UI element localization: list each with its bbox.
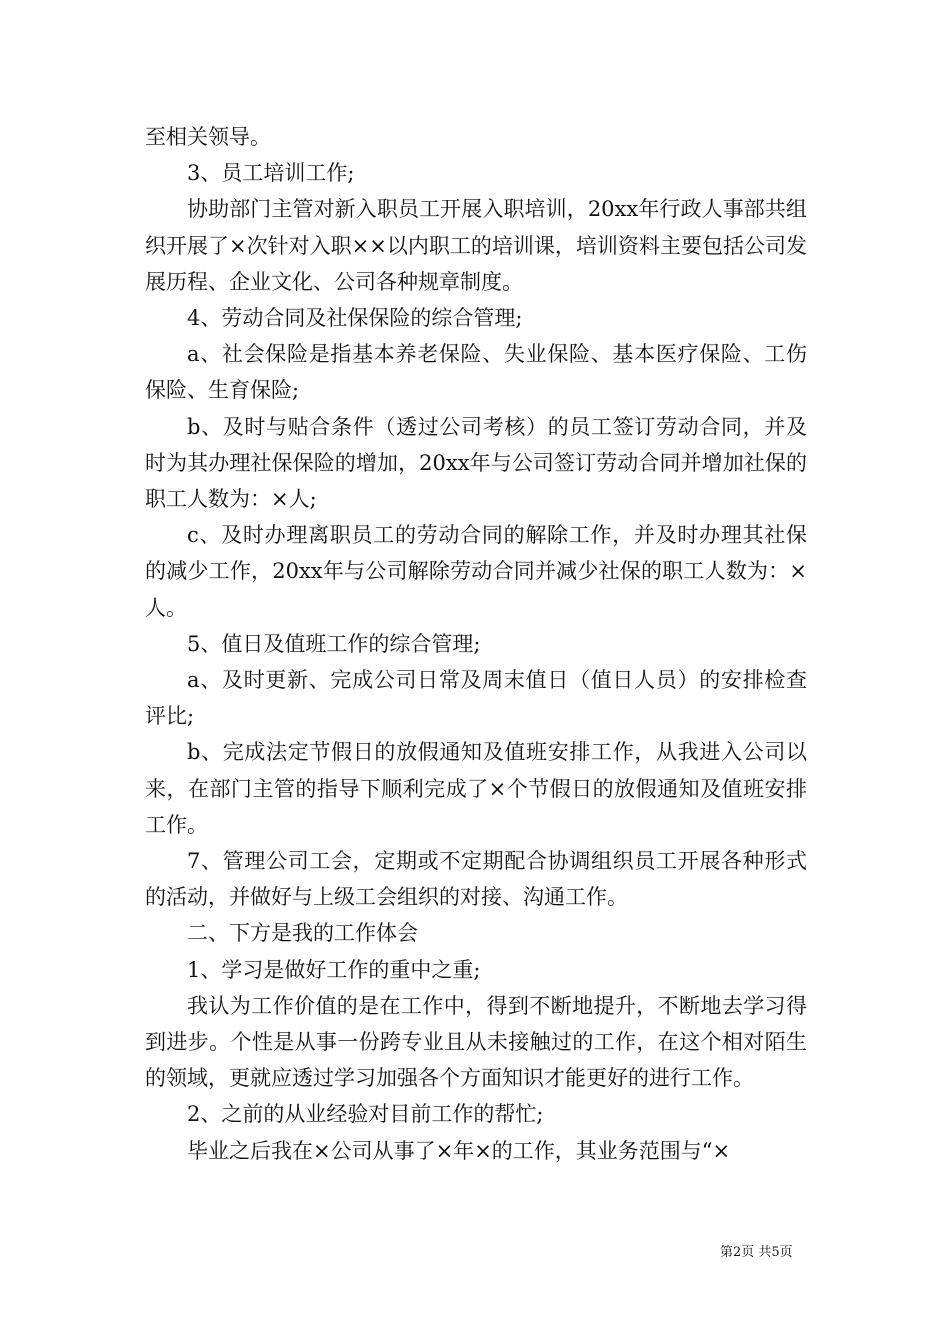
paragraph-insurance-c: c、及时办理离职员工的劳动合同的解除工作，并及时办理其社保的减少工作，20xx年与公司解除劳动合同并减少社保的职工人数为：×人。 — [145, 523, 807, 620]
paragraph-learning: 我认为工作价值的是在工作中，得到不断地提升，不断地去学习得到进步。个性是从事一份跨专业且从未接触过的工作，在这个相对陌生的领域，更就应透过学习加强各个方面知识才能更好的进行工作。 — [145, 993, 807, 1091]
paragraph-continuation: 至相关领导。 — [145, 125, 271, 149]
document-body — [145, 119, 807, 1169]
heading-training: 3、员工培训工作; — [187, 161, 355, 186]
paragraph-duty-a: a、及时更新、完成公司日常及周末值日（值日人员）的安排检查评比; — [145, 668, 807, 729]
paragraph-training: 协助部门主管对新入职员工开展入职培训，20xx年行政人事部共组织开展了×次针对入职××以内职工的培训课，培训资料主要包括公司发展历程、企业文化、公司各种规章制度。 — [145, 197, 807, 294]
heading-learning: 1、学习是做好工作的重中之重; — [187, 957, 481, 982]
heading-contracts-insurance: 4、劳动合同及社保保险的综合管理; — [187, 306, 523, 331]
heading-duty: 5、值日及值班工作的综合管理; — [187, 631, 481, 656]
page-number-footer: 第2页 共5页 — [720, 1245, 793, 1260]
paragraph-prior-experience: 毕业之后我在×公司从事了×年×的工作，其业务范围与“× — [187, 1138, 731, 1163]
heading-experience: 二、下方是我的工作体会 — [187, 921, 418, 946]
paragraph-insurance-a: a、社会保险是指基本养老保险、失业保险、基本医疗保险、工伤保险、生育保险; — [145, 342, 807, 403]
paragraph-union: 7、管理公司工会，定期或不定期配合协调组织员工开展各种形式的活动，并做好与上级工会组织的对接、沟通工作。 — [145, 849, 807, 910]
paragraph-insurance-b: b、及时与贴合条件（透过公司考核）的员工签订劳动合同，并及时为其办理社保保险的增加，20xx年与公司签订劳动合同并增加社保的职工人数为：×人; — [145, 414, 807, 512]
paragraph-duty-b: b、完成法定节假日的放假通知及值班安排工作，从我进入公司以来，在部门主管的指导下顺利完成了×个节假日的放假通知及值班安排工作。 — [145, 740, 807, 837]
heading-prior-experience: 2、之前的从业经验对目前工作的帮忙; — [187, 1102, 544, 1127]
